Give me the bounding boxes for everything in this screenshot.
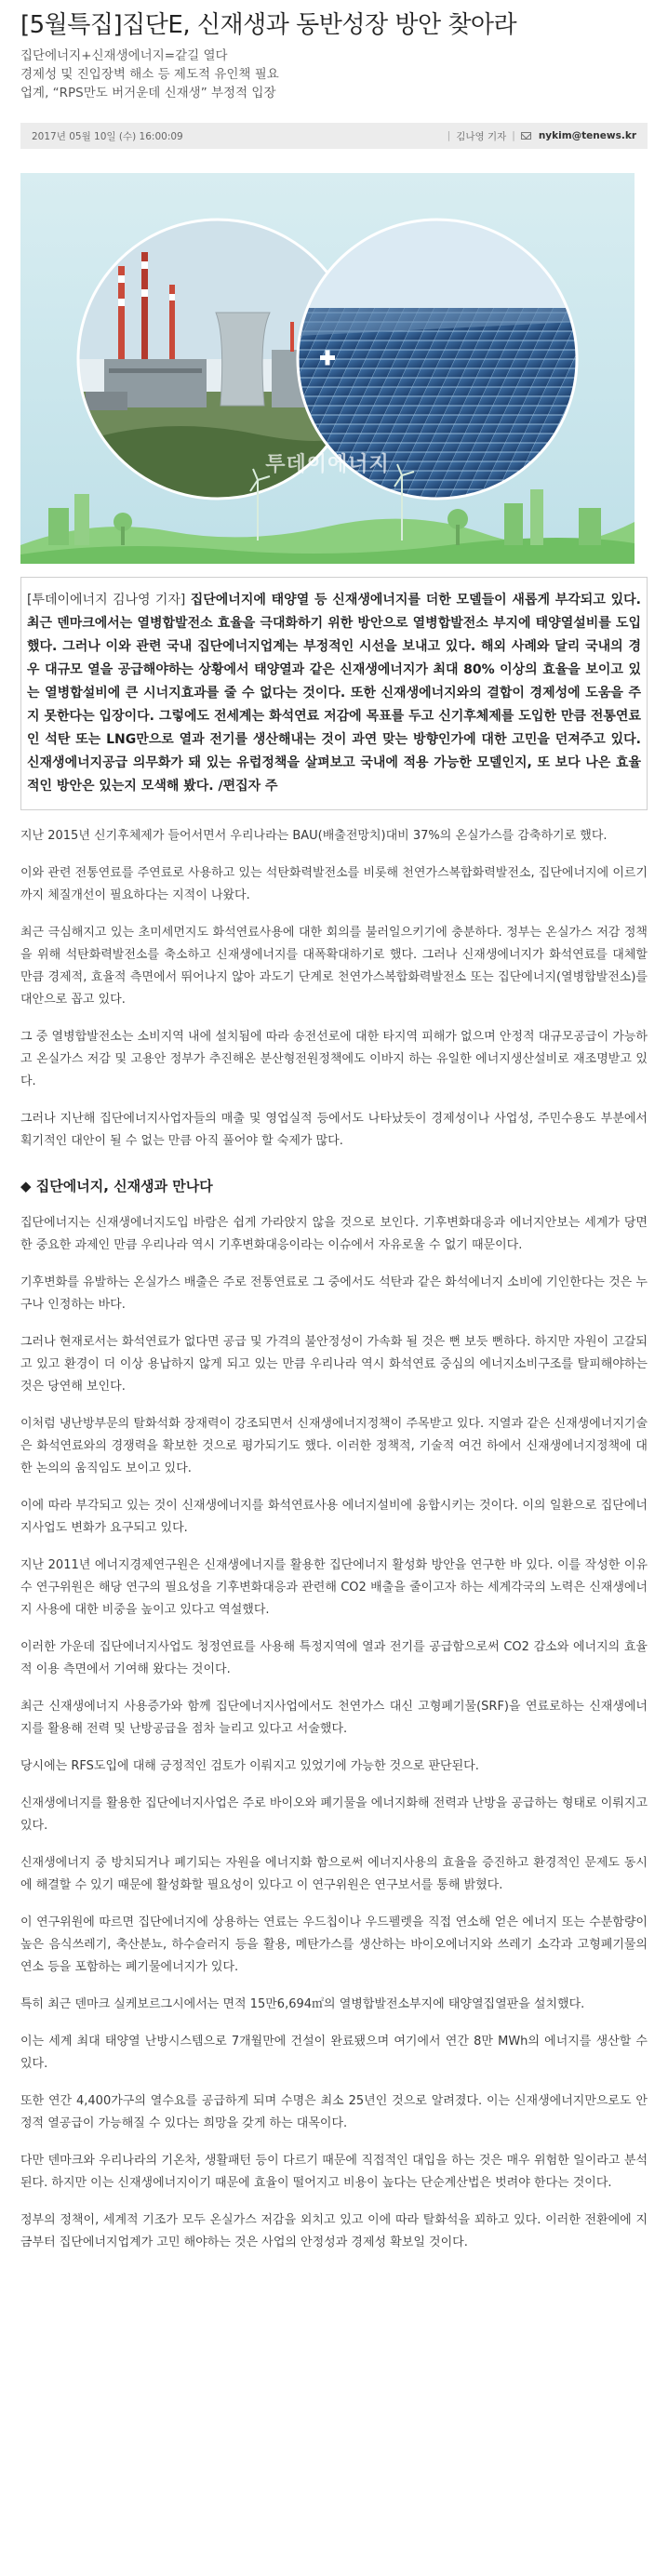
- separator: |: [512, 130, 515, 141]
- figure-illustration: [20, 173, 635, 564]
- author-email-link[interactable]: nykim@tenews.kr: [538, 130, 636, 141]
- body-paragraph: 지난 2015년 신기후체제가 들어서면서 우리나라는 BAU(배출전망치)대비 37%의 온실가스를 감축하기로 했다.: [20, 829, 608, 843]
- body-paragraph: 또한 연간 4,400가구의 열수요를 공급하게 되며 수명은 최소 25년인 것으로 알려졌다. 이는 신재생에너지만으로도 안정적 열공급이 가능해질 수 있다는 희망을 갖게 하는 대목이다.: [20, 2094, 648, 2130]
- body-paragraph: 신재생에너지 중 방치되거나 폐기되는 자원을 에너지화 함으로써 에너지사용의 효율을 증진하고 환경적인 문제도 동시에 해결할 수 있기 때문에 활성화할 필요성이 있다고 이 연구위원은 연구보서를 통해 밝혔다.: [20, 1856, 648, 1892]
- body-paragraph: 이 연구위원에 따르면 집단에너지에 상용하는 연료는 우드칩이나 우드펠렛을 직접 연소해 얻은 에너지 또는 수분함량이 높은 음식쓰레기, 축산분뇨, 하수슬러지 등을 활용, 메탄가스를 생산하는 바이오에너지와 쓰레기 소각과 고형폐기물의 연소 등을 포함하는 폐기물에너지가 있다.: [20, 1915, 648, 1974]
- article-body: [20, 825, 648, 2254]
- body-paragraph: 신재생에너지를 활용한 집단에너지사업은 주로 바이오와 폐기물을 에너지화해 전력과 난방을 공급하는 형태로 이뤄지고 있다.: [20, 1796, 648, 1833]
- section-heading: ◆ 집단에너지, 신재생과 만나다: [20, 1178, 213, 1195]
- body-paragraph: 이러한 가운데 집단에너지사업도 청정연료를 사용해 특정지역에 열과 전기를 공급함으로써 CO2 감소와 에너지의 효율적 이용 측면에서 기여해 왔다는 것이다.: [20, 1640, 648, 1676]
- article-title: [5월특집]집단E, 신재생과 동반성장 방안 찾아라: [20, 11, 517, 39]
- body-paragraph: 다만 덴마크와 우리나라의 기온차, 생활패턴 등이 다르기 때문에 직접적인 대입을 하는 것은 매우 위험한 일이라고 분석된다. 하지만 이는 신재생에너지이기 때문에 효율이 떨어지고 비용이 높다는 단순계산법은 벗려야 한다는 것이다.: [20, 2154, 648, 2190]
- separator: |: [447, 130, 451, 141]
- publish-date: 2017년 05월 10일 (수) 16:00:09: [32, 130, 183, 142]
- lead-byline: [투데이에너지 김나영 기자]: [27, 593, 191, 607]
- body-paragraph: 당시에는 RFS도입에 대해 긍정적인 검토가 이뤄지고 있었기에 가능한 것으로 판단된다.: [20, 1759, 479, 1773]
- body-paragraph: 이처럼 냉난방부문의 탈화석화 장재력이 강조되면서 신재생에너지정책이 주목받고 있다. 지열과 같은 신재생에너지기술은 화석연료와의 경쟁력을 확보한 것으로 평가되기도 했다. 이러한 정책적, 기술적 여건 하에서 신재생에너지정책에 대한 논의의 움직임도 보이고 있다.: [20, 1417, 648, 1475]
- email-icon: [521, 132, 531, 140]
- lead-box: [20, 577, 648, 810]
- body-paragraph: 이와 관련 전통연료를 주연료로 사용하고 있는 석탄화력발전소를 비롯해 천연가스복합화력발전소, 집단에너지에 이르기까지 체질개선이 필요하다는 지적이 나왔다.: [20, 866, 648, 902]
- body-paragraph: 지난 2011년 에너지경제연구원은 신재생에너지를 활용한 집단에너지 활성화 방안을 연구한 바 있다. 이를 작성한 이유수 연구위원은 해당 연구의 필요성을 기후변화대응과 관련해 CO2 배출을 줄이고자 하는 세계각국의 노력은 신재생에너지 사용에 대한 비중을 높이고 있다고 역설했다.: [20, 1558, 648, 1617]
- lead-text: 집단에너지에 태양열 등 신재생에너지를 더한 모델들이 새롭게 부각되고 있다. 최근 덴마크에서는 열병합발전소 효율을 극대화하기 위한 방안으로 열병합발전소 부지에 태양열설비를 도입했다. 그러나 이와 관련 국내 집단에너지업계는 부정적인 시선을 보내고 있다. 해외 사례와 달리 국내의 경우 대규모 열을 공급해야하는 상황에서 태양열과 같은 신재생에너지가 최대 80% 이상의 효율을 보이고 있는 열병합설비에 큰 시너지효과를 줄 수 없다는 것이다. 또한 신재생에너지와의 결합이 경제성에 도움을 주지 못한다는 입장이다. 그렇에도 전세계는 화석연료 저감에 목표를 두고 신기후체제를 도입한 만큼 전통연료인 석탄 또는 LNG만으로 열과 전기를 생산해내는 것이 과연 맞는 방향인가에 대한 고민을 던져주고 있다. 신재생에너지공급 의무화가 돼 있는 유럽정책을 살펴보고 국내에 적용 가능한 모델인지, 또 보다 나은 효율적인 방안은 있는지 모색해 봤다. /편집자 주: [27, 593, 641, 794]
- author-info: [448, 129, 636, 143]
- body-paragraph: 최근 극심해지고 있는 초미세먼지도 화석연료사용에 대한 회의를 불러일으키기에 충분하다. 정부는 온실가스 저감 정책을 위해 석탄화력발전소를 축소하고 신재생에너지를 대폭확대하기로 했다. 그러나 신재생에너지가 화석연료를 대체할 만큼 경제적, 효율적 측면에서 뛰어나지 않아 과도기 단계로 천연가스복합화력발전소 또는 집단에너지(열병합발전소)를 대안으로 꼽고 있다.: [20, 926, 648, 1007]
- body-paragraph: 이에 따라 부각되고 있는 것이 신재생에너지를 화석연료사용 에너지설비에 융합시키는 것이다. 이의 일환으로 집단에너지사업도 변화가 요구되고 있다.: [20, 1499, 648, 1535]
- body-paragraph: 정부의 정책이, 세계적 기조가 모두 온실가스 저감을 외치고 있고 이에 따라 탈화석을 꾀하고 있다. 이러한 전환에에 지금부터 집단에너지업계가 고민 해야하는 것은 사업의 안정성과 경제성 확보일 것이다.: [20, 2213, 648, 2249]
- body-paragraph: 이는 세계 최대 태양열 난방시스템으로 7개월만에 건설이 완료됐으며 여기에서 연간 8만 MWh의 에너지를 생산할 수 있다.: [20, 2035, 648, 2071]
- article-subtitle: 경제성 및 진입장벽 해소 등 제도적 유인책 필요: [20, 67, 279, 82]
- body-paragraph: 그러나 현재로서는 화석연료가 없다면 공급 및 가격의 불안정성이 가속화 될 것은 뻔 보듯 뻔하다. 하지만 자원이 고갈되고 있고 환경이 더 이상 용납하지 않게 되고 있는 만큼 우리나라 역시 화석연료 중심의 에너지소비구조를 탈피해야하는 것은 당연해 보인다.: [20, 1335, 648, 1394]
- body-paragraph: 그 중 열병합발전소는 소비지역 내에 설치됨에 따라 송전선로에 대한 타지역 피해가 없으며 안정적 대규모공급이 가능하고 온실가스 저감 및 고용안 정부가 추진해온 분산형전원정책에도 이바지 하는 유일한 에너지생산설비로 재조명받고 있다.: [20, 1030, 648, 1088]
- article-subtitles: [20, 47, 648, 102]
- body-paragraph: 특히 최근 덴마크 실케보르그시에서는 면적 15만6,694㎡의 열병합발전소부지에 태양열집열판을 설치했다.: [20, 1997, 585, 2011]
- article-info-bar: [20, 123, 648, 149]
- author-name: 김나영 기자: [456, 130, 507, 142]
- article-subtitle: 집단에너지+신재생에너지=같길 열다: [20, 48, 228, 63]
- article-subtitle: 업계, “RPS만도 버거운데 신재생” 부정적 입장: [20, 86, 276, 100]
- body-paragraph: 최근 신재생에너지 사용증가와 함께 집단에너지사업에서도 천연가스 대신 고형폐기물(SRF)을 연료로하는 신재생에너지를 활용해 전력 및 난방공급을 점차 늘리고 있다고 서술했다.: [20, 1700, 648, 1736]
- body-paragraph: 기후변화를 유발하는 온실가스 배출은 주로 전통연료로 그 중에서도 석탄과 같은 화석에너지 소비에 기인한다는 것은 누구나 인정하는 바다.: [20, 1275, 648, 1312]
- body-paragraph: 집단에너지는 신재생에너지도입 바람은 쉽게 가라앉지 않을 것으로 보인다. 기후변화대응과 에너지안보는 세계가 당면한 중요한 과제인 만큼 우리나라 역시 기후변화대응이라는 이슈에서 자유로울 수 없기 때문이다.: [20, 1216, 648, 1252]
- article-figure: [20, 173, 635, 564]
- body-paragraph: 그러나 지난해 집단에너지사업자들의 매출 및 영업실적 등에서도 나타났듯이 경제성이나 사업성, 주민수용도 부분에서 획기적인 대안이 될 수 없는 만큼 아직 풀어야 할 숙제가 많다.: [20, 1112, 648, 1148]
- figure-watermark: 투데이에너지: [265, 453, 390, 476]
